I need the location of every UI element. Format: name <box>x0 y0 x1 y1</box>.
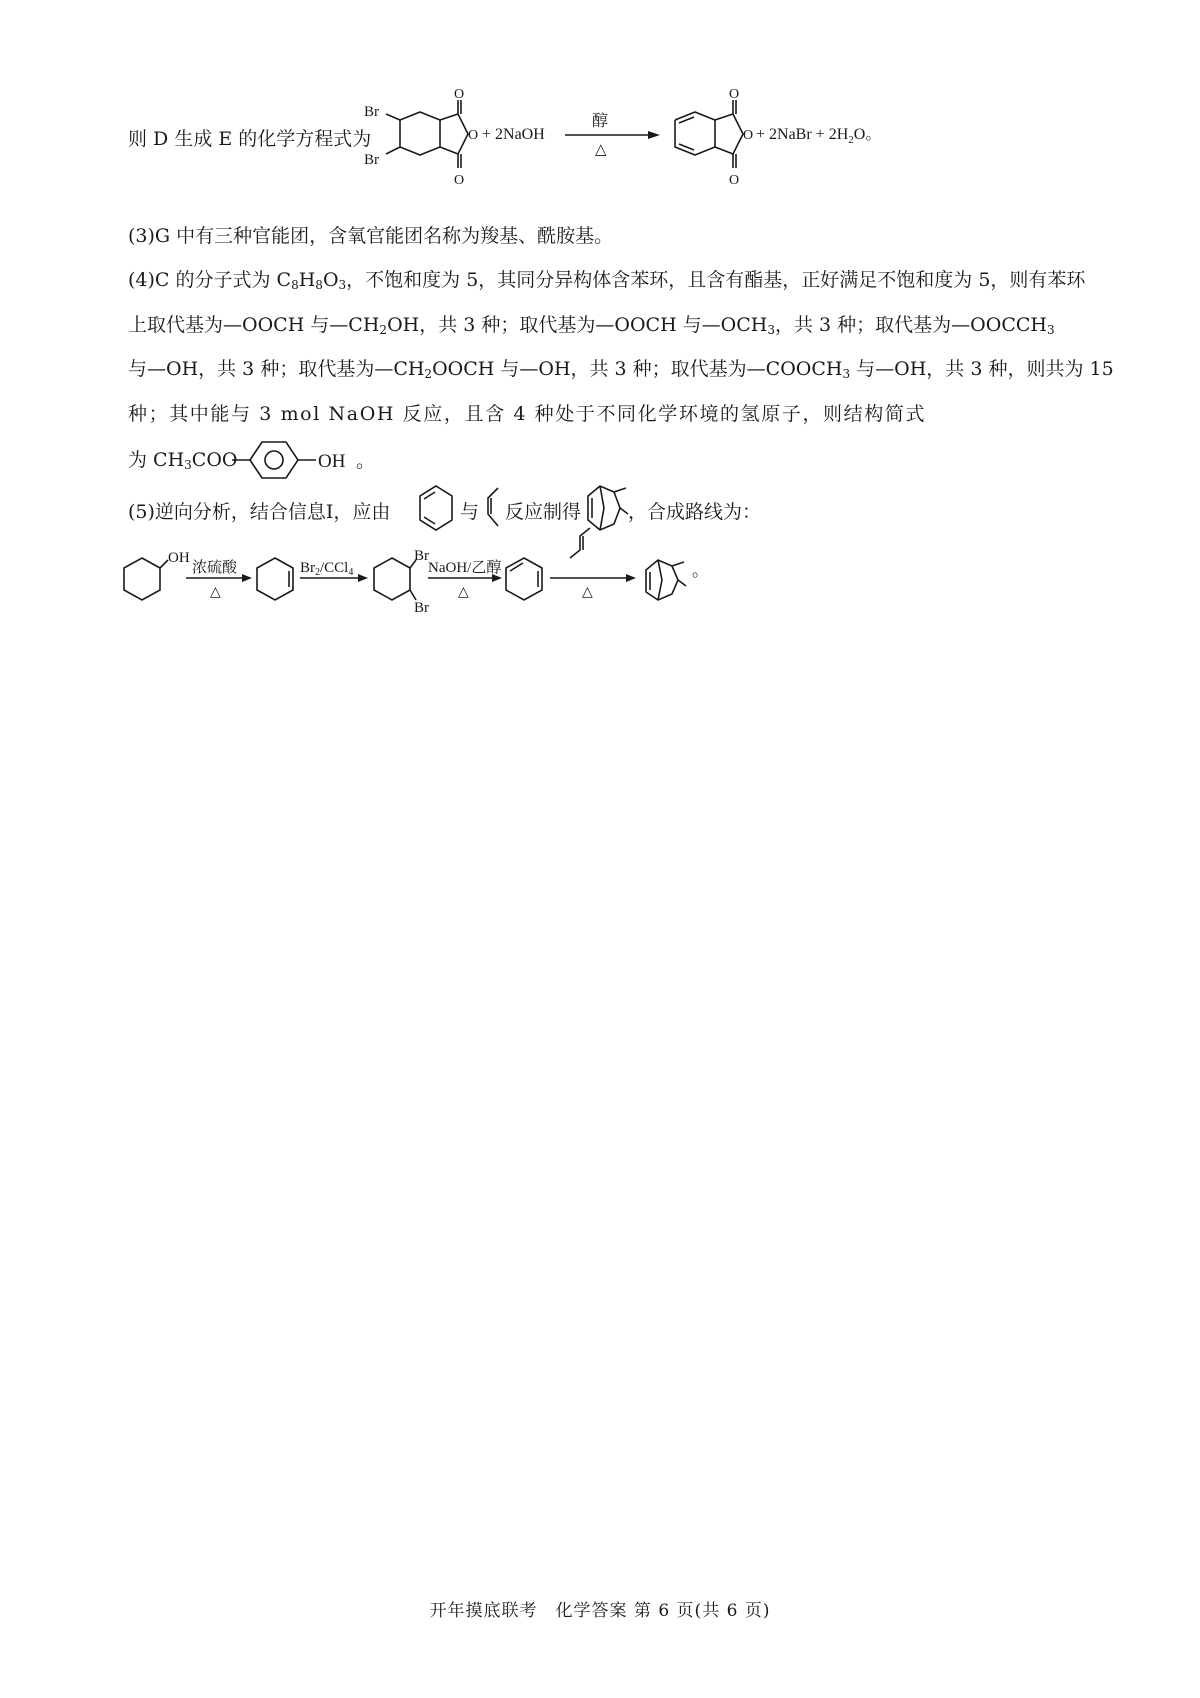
bicyclic-product-structure <box>582 480 630 536</box>
reactant-o-ring: O <box>468 128 479 143</box>
product-o-bottom: O <box>729 173 740 188</box>
product-o-top: O <box>729 87 740 102</box>
cyclohexanol-ring <box>124 558 160 600</box>
page-footer: 开年摸底联考 化学答案 第 6 页(共 6 页) <box>429 1601 771 1621</box>
route-cond1-top: 浓硫酸 <box>192 560 238 576</box>
oh-group: OH <box>318 451 346 472</box>
part4-line3: 与—OH，共 3 种；取代基为$—CH_2OOCH$ 与—OH，共 3 种；取代基为$—COOCH_3$ 与—OH，共 3 种，则共为 15 <box>128 358 1114 381</box>
reactant-br-top: Br <box>364 104 379 120</box>
dibromocyclohexane-ring <box>374 558 410 600</box>
part5-text-d: ，合成路线为： <box>628 501 762 523</box>
part4-line1: (4)C 的分子式为 $C_8H_8O_3$，不饱和度为 5，其同分异构体含苯环，且含有酯基，正好满足不饱和度为 5，则有苯环 <box>128 269 1086 292</box>
synthesis-route <box>118 548 728 628</box>
eq-lead-text: 则 D 生成 E 的化学方程式为 <box>128 128 372 150</box>
cyclohexadiene-structure <box>416 482 456 534</box>
reactant-structure <box>386 100 468 168</box>
route-br-bottom: Br <box>414 600 429 616</box>
part3-text: (3)G 中有三种官能团，含氧官能团名称为羧基、酰胺基。 <box>128 225 614 247</box>
condition-heat: △ <box>595 142 607 158</box>
part4-end-mark: 。 <box>356 451 376 472</box>
products-text: + 2NaBr + $2H_2O$。 <box>756 126 882 146</box>
route-cond3-bottom: △ <box>458 585 469 600</box>
route-end-mark: 。 <box>692 561 709 580</box>
route-oh-label: OH <box>168 550 190 566</box>
route-cyclohexadiene-ring <box>506 558 542 600</box>
product-o-ring: O <box>743 128 754 143</box>
part4-line4: 种；其中能与 3 mol NaOH 反应，且含 4 种处于不同化学环境的氢原子，则结构简式 <box>128 403 927 425</box>
part5-text-a: (5)逆向分析，结合信息Ⅰ，应由 <box>128 501 391 523</box>
plus-naoh: + 2NaOH <box>482 126 545 143</box>
route-cond4-bottom: △ <box>582 585 593 600</box>
route-cond1-bottom: △ <box>210 585 221 600</box>
part5-text-c: 反应制得 <box>505 501 582 523</box>
reactant-o-bottom: O <box>454 173 465 188</box>
cyclohexene-ring <box>257 558 293 600</box>
route-bicyclic-product <box>646 560 686 600</box>
butene-structure <box>482 484 502 532</box>
condition-alcohol: 醇 <box>592 113 609 130</box>
part4-line2: 上取代基为—OOCH 与$—CH_2OH$，共 3 种；取代基为—OOCH 与$—OCH_3$，共 3 种；取代基为$—OOCCH_3$ <box>128 314 1055 337</box>
part4-line5: 为 $CH_3COO$ <box>128 449 238 472</box>
para-substituted-benzene <box>232 436 376 484</box>
route-cond3-top: NaOH/乙醇 <box>428 560 502 576</box>
reactant-o-top: O <box>454 87 465 102</box>
part5-text-b: 与 <box>460 501 480 523</box>
product-structure <box>675 100 743 168</box>
reactant-br-bottom: Br <box>364 152 379 168</box>
route-cond2: $Br_2/CCl_4$ <box>300 560 354 578</box>
reaction-d-to-e <box>364 87 890 202</box>
route-br-top: Br <box>414 548 429 564</box>
